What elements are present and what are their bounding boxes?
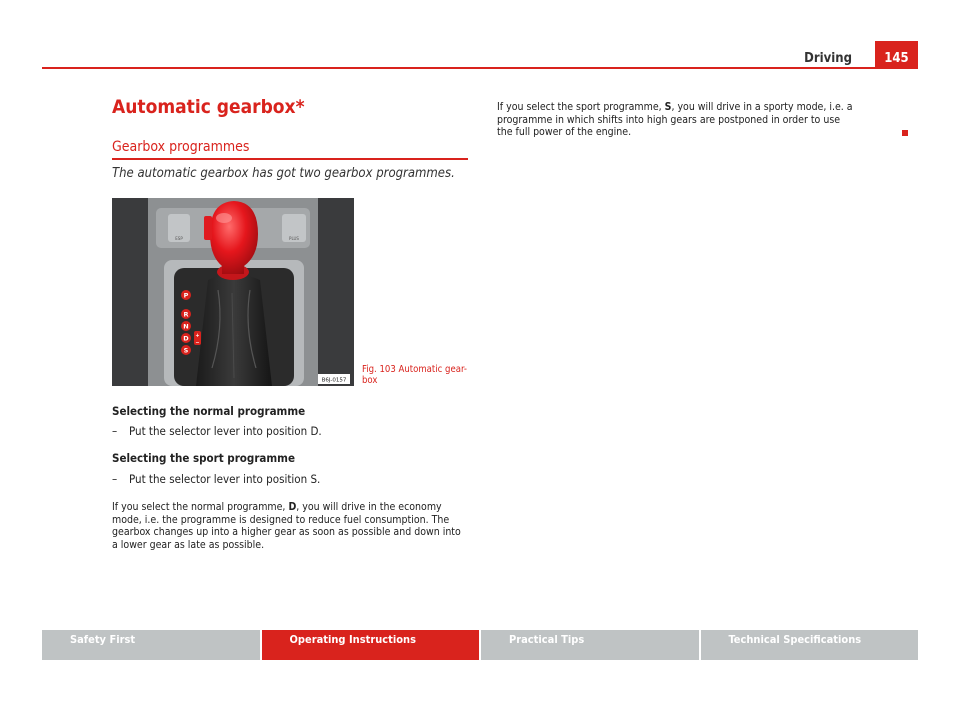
tab-technical-specifications[interactable]: Technical Specifications — [701, 630, 919, 660]
gear-selector-figure — [112, 198, 354, 386]
section-end-marker — [902, 130, 908, 136]
tab-safety-first[interactable]: Safety First — [42, 630, 262, 660]
section-title: Driving — [804, 51, 852, 66]
section-subtitle: Gearbox programmes — [112, 139, 250, 155]
subtitle-rule — [112, 158, 468, 160]
step-dash: – — [112, 424, 118, 438]
position-n-label: N — [183, 322, 189, 331]
page-number: 145 — [875, 41, 918, 69]
normal-step-text: Put the selector lever into position D. — [129, 424, 322, 438]
page-title: Automatic gearbox* — [112, 96, 305, 118]
tab-operating-instructions[interactable]: Operating Instructions — [262, 630, 482, 660]
tab-practical-tips[interactable]: Practical Tips — [481, 630, 701, 660]
paragraph-text: If you select the normal programme, — [112, 501, 289, 513]
position-r-label: R — [183, 310, 189, 319]
paragraph-emphasis: D — [288, 501, 297, 513]
esp-button-label: ESP — [175, 236, 183, 241]
paragraph-text: , you will drive in a sporty mode, i.e. a programme in which shifts into high gears are postponed in order to use the full power of the engine. — [497, 101, 853, 138]
footer-nav — [42, 630, 918, 660]
gear-selector-illustration — [112, 198, 354, 386]
header-rule — [42, 67, 918, 69]
normal-programme-step — [112, 424, 322, 438]
tiptronic-plus-label: + — [195, 333, 200, 339]
step-dash: – — [112, 472, 118, 486]
normal-programme-paragraph — [112, 501, 468, 551]
position-p-label: P — [183, 291, 189, 300]
sport-programme-paragraph — [497, 101, 857, 139]
intro-text: The automatic gearbox has got two gearbox programmes. — [112, 166, 455, 181]
normal-programme-heading: Selecting the normal programme — [112, 404, 306, 418]
paragraph-text: , you will drive in the economy mode, i.e. the programme is designed to reduce fuel consumption. The gearbox changes up into a higher gear as soon as possible and down into a lower gear as late as possible. — [112, 501, 461, 551]
tiptronic-minus-label: − — [195, 340, 200, 346]
paragraph-emphasis: S — [664, 101, 672, 113]
figure-caption: Fig. 103 Automatic gear-box — [362, 364, 467, 386]
sport-programme-heading: Selecting the sport programme — [112, 451, 295, 465]
sport-programme-step — [112, 472, 320, 486]
position-d-label: D — [183, 334, 189, 343]
figure-code: B6J-0157 — [321, 377, 347, 384]
position-s-label: S — [183, 346, 189, 355]
plus-button-label: PLUS — [289, 236, 299, 241]
paragraph-text: If you select the sport programme, — [497, 101, 665, 113]
sport-step-text: Put the selector lever into position S. — [129, 472, 321, 486]
